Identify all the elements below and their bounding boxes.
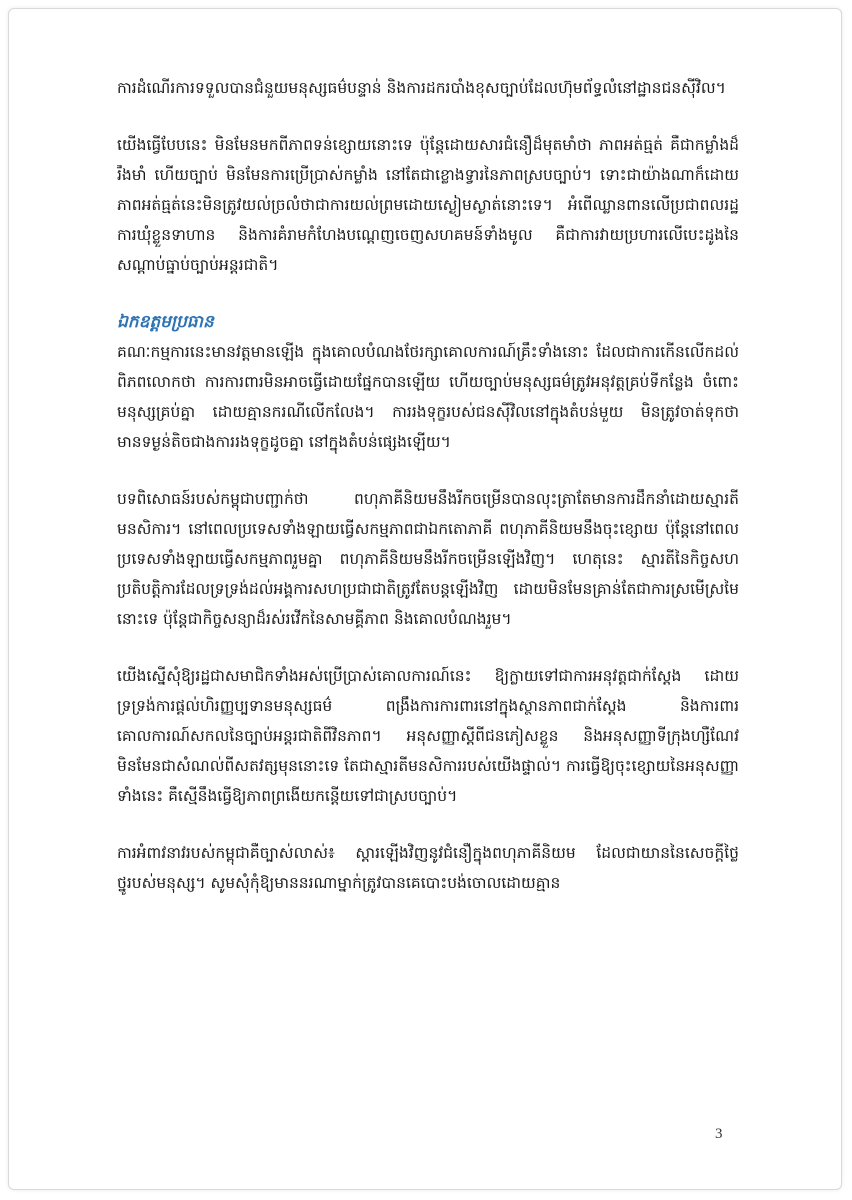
- paragraph-3: គណៈកម្មការនេះមានវត្តមានឡើង ក្នុងគោលបំណងថែរក្សាគោលការណ៍គ្រឹះទាំងនោះ ដែលជាការកើនលើកដល់ពិភពលោកថា ការការពារមិនអាចធ្វើដោយផ្នែកបានឡើយ ហើយច្បាប់មនុស្សធម៌ត្រូវអនុវត្តគ្រប់ទីកន្លែង ចំពោះមនុស្សគ្រប់គ្នា ដោយគ្មានករណីលើកលែង។ ការរងទុក្ខរបស់ជនស៊ីវិលនៅក្នុងតំបន់មួយ មិនត្រូវចាត់ទុកថាមានទម្ងន់តិចជាងការរងទុក្ខដូចគ្នា នៅក្នុងតំបន់ផ្សេងឡើយ។: [117, 343, 739, 451]
- paragraph-4: បទពិសោធន៍របស់កម្ពុជាបញ្ជាក់ថា ពហុភាគីនិយមនឹងរីកចម្រើនបានលុះត្រាតែមានការដឹកនាំដោយស្មារតីមនសិការ។ នៅពេលប្រទេសទាំងឡាយធ្វើសកម្មភាពជាឯកតោភាគី ពហុភាគីនិយមនឹងចុះខ្សោយ ប៉ុន្តែនៅពេលប្រទេសទាំងឡាយធ្វើសកម្មភាពរួមគ្នា ពហុភាគីនិយមនឹងរីកចម្រើនឡើងវិញ។ ហេតុនេះ ស្មារតីនៃកិច្ចសហប្រតិបត្តិការដែលទ្រទ្រង់ដល់អង្គការសហប្រជាជាតិត្រូវតែបន្តឡើងវិញ ដោយមិនមែនគ្រាន់តែជាការស្រមើស្រមៃនោះទេ ប៉ុន្តែជាកិច្ចសន្យាដ៏រស់រវើកនៃសាមគ្គីភាព និងគោលបំណងរួម។: [117, 490, 739, 628]
- paragraph-1: ការដំណើរការទទួលបានជំនួយមនុស្សធម៌បន្ទាន់ និងការដករបាំងខុសច្បាប់ដែលហ៊ុមព័ទ្ធលំនៅដ្ឋានជនស៊ីវិល។: [117, 79, 726, 97]
- document-page: [8, 8, 842, 1190]
- section-heading: ឯកឧត្តមប្រធាន: [117, 312, 214, 332]
- paragraph-5: យើងស្នើសុំឱ្យរដ្ឋជាសមាជិកទាំងអស់ប្រើប្រាស់គោលការណ៍នេះ ឱ្យក្លាយទៅជាការអនុវត្តជាក់ស្តែង ដោយទ្រទ្រង់ការផ្តល់ហិរញ្ញប្បទានមនុស្សធម៌ ពង្រឹងការការពារនៅក្នុងស្ថានភាពជាក់ស្តែង និងការពារគោលការណ៍សកលនៃច្បាប់អន្តរជាតិពីវិនភាព។ អនុសញ្ញាស្តីពីជនភៀសខ្លួន និងអនុសញ្ញាទីក្រុងហ្សឺណែវ មិនមែនជាសំណល់ពីសតវត្សមុននោះទេ តែជាស្មារតីមនសិការរបស់យើងផ្ទាល់។ ការធ្វើឱ្យចុះខ្សោយនៃអនុសញ្ញាទាំងនេះ គឺស្មើនឹងធ្វើឱ្យភាពព្រងើយកន្តើយទៅជាស្របច្បាប់។: [117, 667, 739, 805]
- paragraph-6: ការអំពាវនាវរបស់កម្ពុជាគឺច្បាស់លាស់៖ ស្តារឡើងវិញនូវជំនឿក្នុងពហុភាគីនិយម ដែលជាយាននៃសេចក្តីថ្លៃថ្នូរបស់មនុស្ស។ សូមសុំកុំឱ្យមាននរណាម្នាក់ត្រូវបានគេបោះបង់ចោលដោយគ្មាន: [117, 844, 739, 892]
- page-number: 3: [715, 1126, 723, 1142]
- paragraph-2: យើងធ្វើបែបនេះ មិនមែនមកពីភាពទន់ខ្សោយនោះទេ ប៉ុន្តែដោយសារជំនឿដ៏មុតមាំថា ភាពអត់ធ្មត់ គឺជាកម្លាំងដ៏រឹងមាំ ហើយច្បាប់ មិនមែនការប្រើប្រាស់កម្លាំង នៅតែជាខ្លោងទ្វារនៃភាពស្របច្បាប់។ ទោះជាយ៉ាងណាក៏ដោយ ភាពអត់ធ្មត់នេះមិនត្រូវយល់ច្រលំថាជាការយល់ព្រមដោយស្ងៀមស្ងាត់នោះទេ។ អំពើឈ្លានពានលើប្រជាពលរដ្ឋ ការឃុំខ្លួនទាហាន និងការគំរាមកំហែងបណ្តេញចេញសហគមន៍ទាំងមូល គឺជាការវាយប្រហារលើបេះដូងនៃសណ្តាប់ធ្នាប់ច្បាប់អន្តរជាតិ។: [117, 136, 739, 274]
- page-body: [117, 73, 739, 1113]
